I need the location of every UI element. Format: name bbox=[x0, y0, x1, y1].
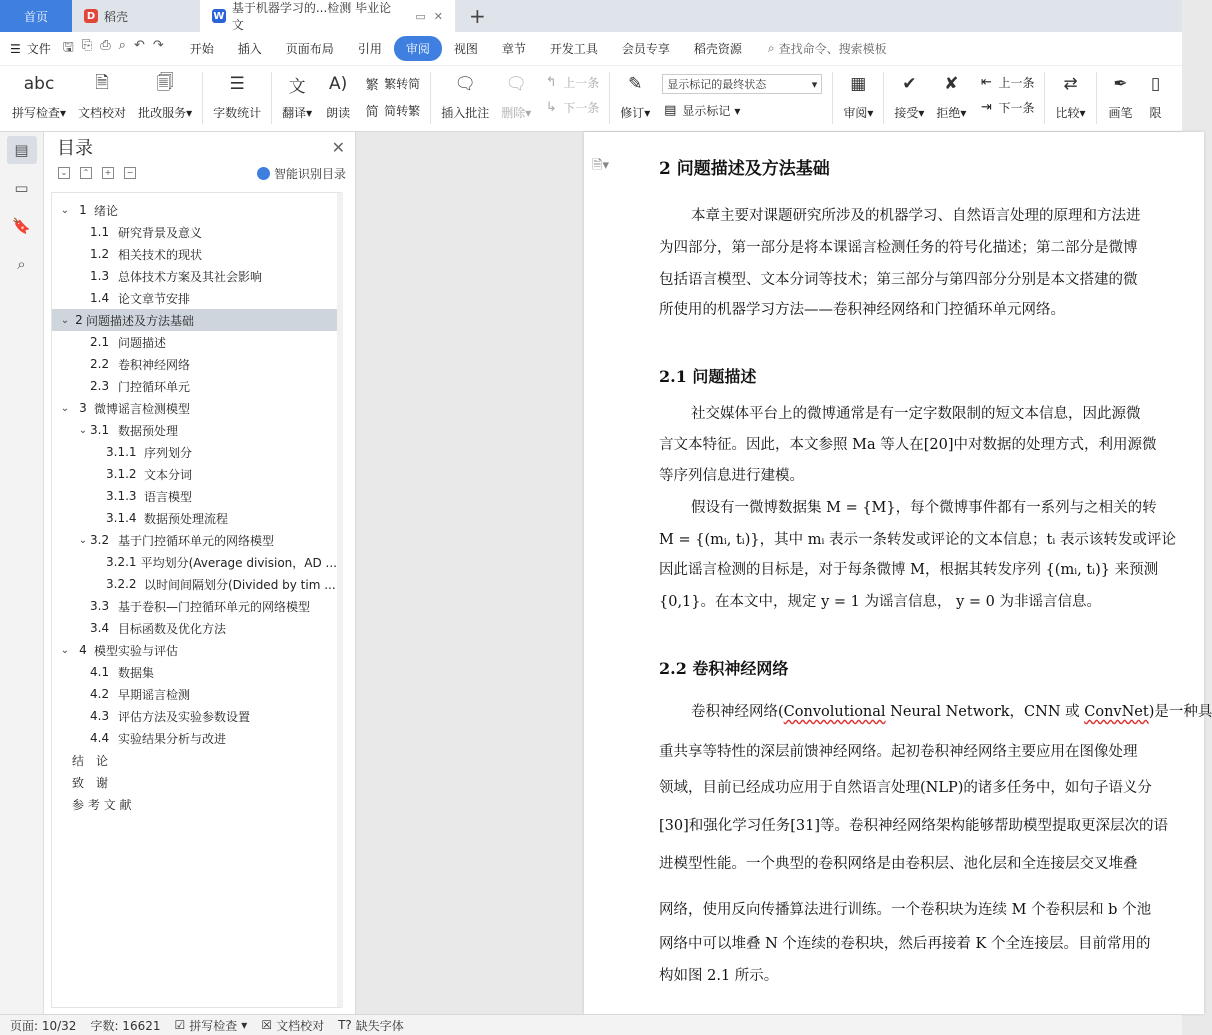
paragraph-line bbox=[659, 700, 1212, 721]
markup-state-value: 显示标记的最终状态 bbox=[667, 78, 767, 91]
toc-item[interactable] bbox=[52, 573, 337, 595]
toc-item[interactable] bbox=[52, 771, 337, 793]
tab-daoke[interactable] bbox=[72, 0, 200, 32]
toc-item[interactable] bbox=[52, 705, 337, 727]
toc-item[interactable] bbox=[52, 287, 337, 309]
command-search[interactable] bbox=[768, 40, 887, 57]
simp-to-trad-button[interactable] bbox=[364, 101, 420, 120]
toc-item[interactable] bbox=[52, 221, 337, 243]
toc-item-num: 3.1.4 bbox=[106, 511, 137, 525]
spell-check-button[interactable]: abc 拼写检查▾ bbox=[6, 70, 72, 121]
bookmark-icon[interactable]: 🔖 bbox=[12, 217, 31, 235]
next-comment-button[interactable] bbox=[543, 99, 599, 116]
ribbon-divider bbox=[1096, 72, 1097, 124]
toc-item-num: 1.2 bbox=[90, 247, 110, 261]
toc-item[interactable] bbox=[52, 331, 337, 353]
pen-button[interactable] bbox=[1101, 70, 1141, 121]
compare-button[interactable]: ⇄ 比较▾ bbox=[1049, 70, 1091, 121]
toc-item-num: 3 bbox=[79, 401, 87, 415]
paragraph-line: 社交媒体平台上的微博通常是有一定字数限制的短文本信息，因此源微 bbox=[691, 406, 1141, 422]
revise-icon: ✎ bbox=[628, 74, 643, 94]
read-aloud-label: 朗读 bbox=[326, 106, 351, 120]
next-revision-icon: ⇥ bbox=[981, 100, 992, 115]
text-run: 卷积神经网络( bbox=[691, 704, 784, 720]
prev-revision-label: 上一条 bbox=[998, 76, 1035, 90]
prev-comment-button[interactable] bbox=[543, 74, 599, 91]
prev-comment-label: 上一条 bbox=[563, 76, 600, 90]
menu-tab-reference[interactable]: 引用 bbox=[357, 42, 382, 56]
word-count-button[interactable] bbox=[207, 70, 267, 121]
preview-icon[interactable]: ⌕ bbox=[118, 37, 126, 53]
new-tab-button[interactable] bbox=[455, 0, 500, 32]
menu-bar bbox=[0, 32, 1182, 66]
quick-access-toolbar bbox=[63, 38, 164, 60]
toc-item-label: 问题描述及方法基础 bbox=[86, 313, 195, 328]
delete-comment-label: 删除 bbox=[501, 106, 526, 120]
word-count-icon: ☰ bbox=[229, 74, 245, 94]
toc-item-label: 模型实验与评估 bbox=[94, 643, 179, 658]
paragraph-line: 网络中可以堆叠 N 个连续的卷积块，然后再接着 K 个全连接层。目前常用的 bbox=[659, 936, 1151, 952]
toc-item-label: 相关技术的现状 bbox=[118, 247, 203, 262]
toc-item-num: 3.1.2 bbox=[106, 467, 137, 481]
ribbon-divider bbox=[609, 72, 610, 124]
accept-button[interactable]: ✔ 接受▾ bbox=[888, 70, 930, 121]
restrict-label: 限 bbox=[1149, 106, 1162, 120]
toc-item-selected[interactable] bbox=[52, 309, 337, 331]
document-page[interactable] bbox=[584, 132, 1212, 1014]
review-pane-label: 审阅 bbox=[843, 106, 868, 120]
status-font-label: 缺失字体 bbox=[355, 1018, 404, 1033]
toc-item-label: 绪论 bbox=[94, 203, 119, 218]
paragraph-line: 网络，使用反向传播算法进行训练。一个卷积块为连续 M 个卷积层和 b 个池 bbox=[659, 902, 1152, 918]
menu-tab-view[interactable]: 视图 bbox=[453, 42, 478, 56]
toc-item[interactable] bbox=[52, 661, 337, 683]
toc-item-num: 1 bbox=[79, 203, 87, 217]
toc-item-num: 3.4 bbox=[90, 621, 110, 635]
spell-check-label: 拼写检查 bbox=[12, 106, 61, 120]
insert-comment-icon: 🗨 bbox=[454, 74, 476, 94]
chevron-down-icon[interactable]: ⌄ bbox=[60, 314, 70, 326]
toc-item-label: 评估方法及实验参数设置 bbox=[118, 709, 251, 724]
next-comment-label: 下一条 bbox=[563, 101, 600, 115]
redo-icon[interactable]: ↷ bbox=[152, 37, 164, 53]
next-comment-icon: ↳ bbox=[545, 100, 557, 115]
chevron-down-icon: ▾ bbox=[241, 1018, 248, 1032]
missing-font-icon: T? bbox=[338, 1018, 352, 1032]
writer-logo-icon: W bbox=[213, 10, 225, 22]
read-aloud-icon: A) bbox=[329, 74, 348, 94]
toc-item[interactable] bbox=[52, 199, 337, 221]
spell-check-icon: abc bbox=[23, 74, 55, 94]
tab-bar bbox=[0, 0, 1182, 32]
paragraph-line: [30]和强化学习任务[31]等。卷积神经网络架构能够帮助模型提取更深层次的语 bbox=[659, 818, 1169, 834]
word-count-indicator[interactable]: 字数: 16621 bbox=[90, 1018, 161, 1033]
prev-comment-icon: ↰ bbox=[545, 75, 557, 90]
paragraph-line: {0,1}。在本文中，规定 y = 1 为谣言信息， y = 0 为非谣言信息。 bbox=[659, 594, 1102, 610]
status-proof-label: 文档校对 bbox=[276, 1018, 325, 1033]
prev-revision-icon: ⇤ bbox=[981, 75, 992, 90]
toc-item-label: 数据集 bbox=[118, 665, 155, 680]
menu-tab-start[interactable]: 开始 bbox=[189, 42, 214, 56]
search-icon: ⌕ bbox=[767, 41, 775, 55]
tab-document-label: 基于机器学习的...检测 毕业论文 bbox=[231, 1, 392, 32]
chevron-down-icon[interactable]: ⌄ bbox=[60, 644, 70, 656]
reject-button[interactable]: ✘ 拒绝▾ bbox=[930, 70, 972, 121]
delete-comment-button[interactable]: 🗨 删除▾ bbox=[495, 70, 537, 121]
checkbox-icon: ☑ bbox=[174, 1018, 186, 1032]
toc-item-label: 致 谢 bbox=[72, 775, 109, 790]
toc-item-num: 1.4 bbox=[90, 291, 110, 305]
tab-daoke-label: 稻壳 bbox=[104, 9, 129, 24]
toc-item-num: 4.4 bbox=[90, 731, 110, 745]
ribbon-divider bbox=[1044, 72, 1045, 124]
chinese-conversion-group bbox=[358, 70, 426, 120]
simp-to-trad-icon: 简 bbox=[365, 105, 379, 120]
toc-item-label: 文本分词 bbox=[144, 467, 193, 482]
simp-to-trad-label: 简转繁 bbox=[384, 104, 421, 118]
toc-item[interactable] bbox=[52, 397, 337, 419]
paragraph-line: 重共享等特性的深层前馈神经网络。起初卷积神经网络主要应用在图像处理 bbox=[659, 744, 1138, 760]
toc-item-label: 门控循环单元 bbox=[118, 379, 191, 394]
paragraph-line: 构如图 2.1 所示。 bbox=[659, 968, 779, 984]
show-markup-icon: ▤ bbox=[664, 103, 677, 118]
delete-comment-icon: 🗨 bbox=[505, 74, 528, 94]
trad-to-simp-label: 繁转简 bbox=[384, 77, 421, 91]
ribbon-divider bbox=[202, 72, 203, 124]
show-markup-label: 显示标记 bbox=[682, 104, 731, 118]
chevron-down-icon: ▾ bbox=[811, 77, 818, 91]
menu-tab-daoke[interactable]: 稻壳资源 bbox=[693, 42, 742, 56]
save-icon[interactable]: 🖫 bbox=[62, 39, 74, 55]
reject-icon: ✘ bbox=[944, 74, 959, 94]
paragraph-line: 进模型性能。一个典型的卷积网络是由卷积层、池化层和全连接层交叉堆叠 bbox=[659, 856, 1138, 872]
paragraph-line: 假设有一微博数据集 M = {M}，每个微博事件都有一系列与之相关的转 bbox=[691, 500, 1157, 516]
toc-item-label: 基于卷积—门控循环单元的网络模型 bbox=[118, 599, 311, 614]
hamburger-icon: ☰ bbox=[10, 41, 21, 56]
review-pane-icon: ▦ bbox=[850, 74, 867, 94]
toc-item[interactable] bbox=[52, 419, 337, 441]
chapter-nav-icon[interactable]: ▭ bbox=[14, 179, 29, 197]
toc-item[interactable] bbox=[52, 265, 337, 287]
heading-chapter-2: 2 问题描述及方法基础 bbox=[659, 159, 830, 179]
ribbon-divider bbox=[430, 72, 431, 124]
chevron-down-icon[interactable]: ⌄ bbox=[60, 402, 70, 414]
toc-item-num: 1.1 bbox=[90, 225, 110, 239]
toc-item-label: 平均划分(Average division，AD ... bbox=[140, 555, 337, 570]
spelling-error-run[interactable]: ConvNet bbox=[1084, 704, 1149, 720]
toc-item-label: 序列划分 bbox=[144, 445, 193, 460]
toc-item-num: 4.1 bbox=[90, 665, 110, 679]
toc-item-num: 1.3 bbox=[90, 269, 110, 283]
tab-document[interactable] bbox=[200, 0, 455, 32]
doc-proof-icon: 🗎 bbox=[95, 72, 109, 93]
toc-item-num: 2.1 bbox=[90, 335, 110, 349]
ribbon-divider bbox=[271, 72, 272, 124]
toc-item-num: 3.3 bbox=[90, 599, 110, 613]
toc-item[interactable] bbox=[52, 793, 337, 815]
doc-proof-button[interactable] bbox=[72, 70, 132, 121]
new-tab-icon: + bbox=[469, 4, 486, 28]
collapse-all-icon[interactable]: ⌃ bbox=[80, 167, 92, 179]
translate-icon: 文 bbox=[288, 76, 306, 97]
ribbon-divider bbox=[832, 72, 833, 124]
paragraph-line: 等序列信息进行建模。 bbox=[659, 468, 804, 484]
batch-service-button[interactable]: 🗐 批改服务▾ bbox=[132, 70, 198, 121]
close-tab-icon[interactable]: ✕ bbox=[433, 9, 443, 23]
toc-item[interactable] bbox=[52, 617, 337, 639]
toc-item[interactable] bbox=[52, 529, 337, 551]
restrict-button[interactable] bbox=[1141, 70, 1171, 121]
toc-item-label: 问题描述 bbox=[118, 335, 167, 350]
toc-item-num: 3.1 bbox=[90, 423, 110, 437]
tab-home[interactable] bbox=[0, 0, 72, 32]
file-menu[interactable] bbox=[10, 40, 51, 57]
close-icon[interactable]: ✕ bbox=[331, 137, 345, 157]
toc-item-label: 早期谣言检测 bbox=[118, 687, 191, 702]
status-doc-proof[interactable] bbox=[261, 1017, 324, 1034]
page-options-icon[interactable]: 🗎▾ bbox=[592, 158, 609, 173]
toc-toolbar bbox=[44, 162, 355, 184]
markup-group bbox=[656, 70, 828, 119]
toc-item-label: 研究背景及意义 bbox=[118, 225, 203, 240]
toc-item-num: 4 bbox=[79, 643, 87, 657]
daoke-logo-icon: D bbox=[84, 9, 98, 23]
insert-comment-button[interactable] bbox=[435, 70, 495, 121]
toc-item-label: 语言模型 bbox=[144, 489, 193, 504]
revise-label: 修订 bbox=[620, 106, 645, 120]
compare-label: 比较 bbox=[1055, 106, 1080, 120]
next-revision-button[interactable] bbox=[978, 99, 1034, 116]
toc-item[interactable] bbox=[52, 353, 337, 375]
accept-label: 接受 bbox=[894, 106, 919, 120]
toc-title: 目录 bbox=[57, 138, 93, 159]
markup-state-select[interactable] bbox=[662, 74, 822, 94]
translate-button[interactable]: 文 翻译▾ bbox=[276, 70, 318, 121]
translate-label: 翻译 bbox=[282, 106, 307, 120]
restrict-icon: ▯ bbox=[1150, 74, 1161, 94]
paragraph-line: M = {(mᵢ, tᵢ)}，其中 mᵢ 表示一条转发或评论的文本信息；tᵢ 表示该转发或评论 bbox=[659, 532, 1176, 548]
menu-tab-chapter[interactable]: 章节 bbox=[501, 42, 526, 56]
document-area[interactable] bbox=[356, 132, 1212, 1014]
toc-item[interactable] bbox=[52, 485, 337, 507]
status-missing-font[interactable] bbox=[338, 1017, 404, 1034]
toc-item-label: 数据预处理流程 bbox=[144, 511, 229, 526]
batch-service-label: 批改服务 bbox=[138, 106, 187, 120]
toc-panel bbox=[44, 132, 356, 1014]
toc-item-label: 结 论 bbox=[72, 753, 109, 768]
trad-to-simp-icon: 繁 bbox=[365, 78, 379, 93]
page-indicator[interactable]: 页面: 10/32 bbox=[10, 1018, 77, 1033]
text-run: Neural Network，CNN 或 bbox=[885, 704, 1085, 720]
toc-item-num: 3.1.3 bbox=[106, 489, 137, 503]
toc-header bbox=[44, 132, 355, 162]
read-aloud-button[interactable] bbox=[318, 70, 358, 121]
show-markup-button[interactable]: ▤ 显示标记 ▾ bbox=[664, 103, 741, 118]
toc-item[interactable] bbox=[52, 441, 337, 463]
file-menu-label: 文件 bbox=[26, 42, 51, 56]
toc-item-num: 3.2 bbox=[90, 533, 110, 547]
toc-item-num: 4.2 bbox=[90, 687, 110, 701]
window-icon[interactable]: ▭ bbox=[415, 9, 426, 23]
menu-tab-layout[interactable]: 页面布局 bbox=[285, 42, 334, 56]
word-count-label: 字数统计 bbox=[213, 106, 262, 120]
text-run: )是一种具 bbox=[1148, 704, 1212, 720]
status-spell-check[interactable] bbox=[175, 1017, 248, 1034]
menu-tab-insert[interactable]: 插入 bbox=[237, 42, 262, 56]
status-bar bbox=[0, 1014, 1182, 1035]
toc-item-label: 论文章节安排 bbox=[118, 291, 191, 306]
left-icon-rail bbox=[0, 132, 44, 1014]
paragraph-line: 领域，目前已经成功应用于自然语言处理(NLP)的诸多任务中，如句子语义分 bbox=[659, 780, 1152, 796]
toc-item-num: 3.1.1 bbox=[106, 445, 137, 459]
pen-icon: ✒ bbox=[1113, 74, 1128, 94]
toc-item[interactable] bbox=[52, 375, 337, 397]
toc-list bbox=[51, 192, 343, 1008]
revise-button[interactable]: ✎ 修订▾ bbox=[614, 70, 656, 121]
heading-2-2: 2.2 卷积神经网络 bbox=[659, 659, 789, 678]
menu-tab-review[interactable]: 审阅 bbox=[394, 36, 442, 61]
smart-toc-label: 智能识别目录 bbox=[273, 166, 346, 181]
toc-item-num: 3.2.2 bbox=[106, 577, 137, 591]
toc-item-num: 3.2.1 bbox=[106, 555, 137, 569]
chevron-down-icon[interactable]: ⌄ bbox=[60, 204, 70, 216]
toc-item[interactable] bbox=[52, 507, 337, 529]
ribbon-divider bbox=[883, 72, 884, 124]
prev-revision-button[interactable] bbox=[978, 74, 1034, 91]
menu-tab-developer[interactable]: 开发工具 bbox=[549, 42, 598, 56]
review-ribbon bbox=[0, 66, 1182, 132]
toc-item[interactable] bbox=[52, 639, 337, 661]
toc-item-label: 微博谣言检测模型 bbox=[94, 401, 191, 416]
chevron-down-icon[interactable]: ⌄ bbox=[78, 424, 88, 436]
export-icon[interactable]: ⎘ bbox=[81, 37, 93, 53]
toc-item-label: 参 考 文 献 bbox=[72, 797, 132, 812]
trad-to-simp-button[interactable] bbox=[364, 74, 420, 93]
smart-toc-button[interactable] bbox=[257, 165, 346, 182]
comment-nav-group bbox=[537, 70, 605, 116]
pen-label: 画笔 bbox=[1108, 106, 1133, 120]
toc-item-num: 2.3 bbox=[90, 379, 110, 393]
paragraph-line: 言文本特征。因此，本文参照 Ma 等人在[20]中对数据的处理方式，利用源微 bbox=[659, 437, 1157, 453]
toc-item-label: 数据预处理 bbox=[118, 423, 179, 438]
doc-proof-label: 文档校对 bbox=[78, 106, 127, 120]
heading-2-1: 2.1 问题描述 bbox=[659, 367, 757, 386]
tab-home-label: 首页 bbox=[23, 9, 48, 24]
toc-item-label: 目标函数及优化方法 bbox=[118, 621, 227, 636]
review-pane-button[interactable]: ▦ 审阅▾ bbox=[837, 70, 879, 121]
plus-icon[interactable]: + bbox=[102, 167, 114, 179]
paragraph-line: 为四部分，第一部分是将本课谣言检测任务的符号化描述；第二部分是微博 bbox=[659, 240, 1138, 256]
toc-item-label: 基于门控循环单元的网络模型 bbox=[118, 533, 275, 548]
toc-item-label: 以时间间隔划分(Divided by tim ... bbox=[144, 577, 336, 592]
toc-item-num: 2.2 bbox=[90, 357, 110, 371]
compare-icon: ⇄ bbox=[1063, 74, 1078, 94]
toc-item-num: 2 bbox=[75, 313, 83, 327]
revision-nav-group bbox=[972, 70, 1040, 116]
menu-tab-member[interactable]: 会员专享 bbox=[621, 42, 670, 56]
toc-item-label: 卷积神经网络 bbox=[118, 357, 191, 372]
paragraph-line: 本章主要对课题研究所涉及的机器学习、自然语言处理的原理和方法进 bbox=[691, 208, 1141, 224]
toc-item[interactable] bbox=[52, 749, 337, 771]
batch-service-icon: 🗐 bbox=[156, 72, 174, 93]
toc-panel-icon[interactable]: ▤ bbox=[7, 136, 37, 164]
paragraph-line: 包括语言模型、文本分词等技术；第三部分与第四部分分别是本文搭建的微 bbox=[659, 272, 1138, 288]
toc-item[interactable] bbox=[52, 243, 337, 265]
menu-tabs bbox=[178, 36, 754, 61]
paragraph-line: 因此谣言检测的目标是，对于每条微博 M，根据其转发序列 {(mᵢ, tᵢ)} 来预测 bbox=[659, 562, 1159, 578]
toc-item[interactable] bbox=[52, 595, 337, 617]
chevron-down-icon[interactable]: ⌄ bbox=[78, 534, 88, 546]
toc-item-label: 总体技术方案及其社会影响 bbox=[118, 269, 263, 284]
undo-icon[interactable]: ↶ bbox=[133, 37, 145, 53]
paragraph-line: 所使用的机器学习方法——卷积神经网络和门控循环单元网络。 bbox=[659, 302, 1065, 318]
accept-icon: ✔ bbox=[902, 74, 917, 94]
proof-icon: ☒ bbox=[261, 1018, 273, 1032]
next-revision-label: 下一条 bbox=[998, 101, 1035, 115]
toc-item[interactable] bbox=[52, 727, 337, 749]
search-icon[interactable]: ⌕ bbox=[17, 255, 26, 273]
toc-item-label: 实验结果分析与改进 bbox=[118, 731, 227, 746]
toc-item[interactable] bbox=[52, 551, 337, 573]
spelling-error-run[interactable]: Convolutional bbox=[783, 704, 886, 720]
toc-item[interactable] bbox=[52, 463, 337, 485]
toc-item-num: 4.3 bbox=[90, 709, 110, 723]
print-icon[interactable]: ⎙ bbox=[100, 37, 111, 53]
smart-icon bbox=[257, 167, 270, 180]
toc-item[interactable] bbox=[52, 683, 337, 705]
status-spell-label: 拼写检查 bbox=[189, 1018, 238, 1033]
expand-all-icon[interactable]: ⌄ bbox=[58, 167, 70, 179]
command-search-label: 查找命令、搜索模板 bbox=[778, 42, 887, 56]
insert-comment-label: 插入批注 bbox=[441, 106, 490, 120]
minus-icon[interactable]: − bbox=[124, 167, 136, 179]
reject-label: 拒绝 bbox=[936, 106, 961, 120]
